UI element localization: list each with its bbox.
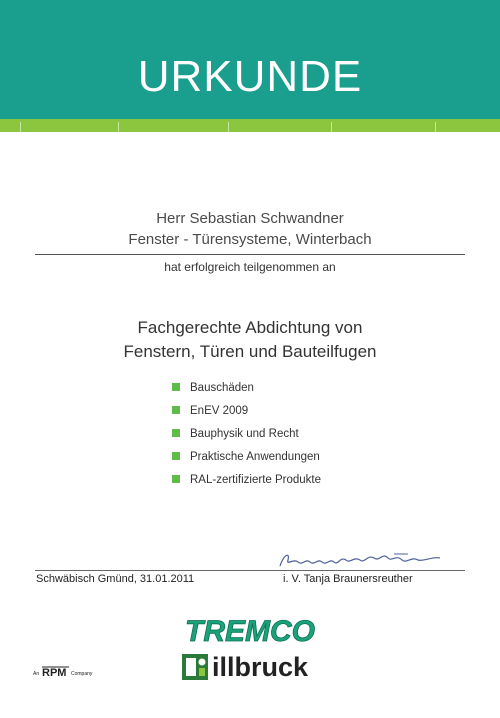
square-bullet-icon — [172, 406, 180, 414]
square-bullet-icon — [172, 452, 180, 460]
recipient-name: Herr Sebastian Schwandner — [156, 210, 344, 227]
square-bullet-icon — [172, 475, 180, 483]
stripe-tick — [20, 122, 21, 132]
topic-item — [172, 450, 321, 473]
square-bullet-icon — [172, 383, 180, 391]
recipient-rule — [35, 254, 465, 255]
recipient-company: Fenster - Türensysteme, Winterbach — [128, 231, 372, 248]
rpm-wordmark: RPM — [42, 667, 67, 679]
rpm-company-logo — [33, 664, 113, 680]
topic-label: Bauphysik und Recht — [190, 428, 299, 440]
course-title-line2: Fenstern, Türen und Bauteilfugen — [123, 342, 377, 361]
illbruck-logo — [182, 650, 327, 682]
illbruck-wordmark: illbruck — [212, 652, 309, 682]
topic-item — [172, 427, 321, 450]
stripe-tick — [228, 122, 229, 132]
square-bullet-icon — [172, 429, 180, 437]
stripe-tick — [435, 122, 436, 132]
topic-label: Praktische Anwendungen — [190, 451, 320, 463]
green-stripe — [0, 119, 500, 132]
tremco-wordmark: TREMCO — [185, 615, 315, 646]
stripe-tick — [118, 122, 119, 132]
signer-name: i. V. Tanja Braunersreuther — [283, 573, 413, 585]
topic-item — [172, 404, 321, 427]
topic-item — [172, 381, 321, 404]
topic-list — [172, 381, 321, 496]
participation-text: hat erfolgreich teilgenommen an — [164, 260, 336, 274]
svg-text:An: An — [33, 671, 40, 677]
stripe-tick — [331, 122, 332, 132]
course-title-line1: Fachgerechte Abdichtung von — [137, 318, 363, 337]
topic-label: Bauschäden — [190, 382, 254, 394]
topic-label: RAL-zertifizierte Produkte — [190, 474, 322, 486]
topic-item — [172, 473, 321, 496]
topic-label: EnEV 2009 — [190, 405, 249, 417]
svg-text:Company: Company — [71, 671, 93, 677]
place-date: Schwäbisch Gmünd, 31.01.2011 — [36, 573, 195, 585]
tremco-logo — [183, 614, 323, 646]
signature-rule — [35, 570, 465, 571]
certificate-title: URKUNDE — [137, 52, 363, 101]
